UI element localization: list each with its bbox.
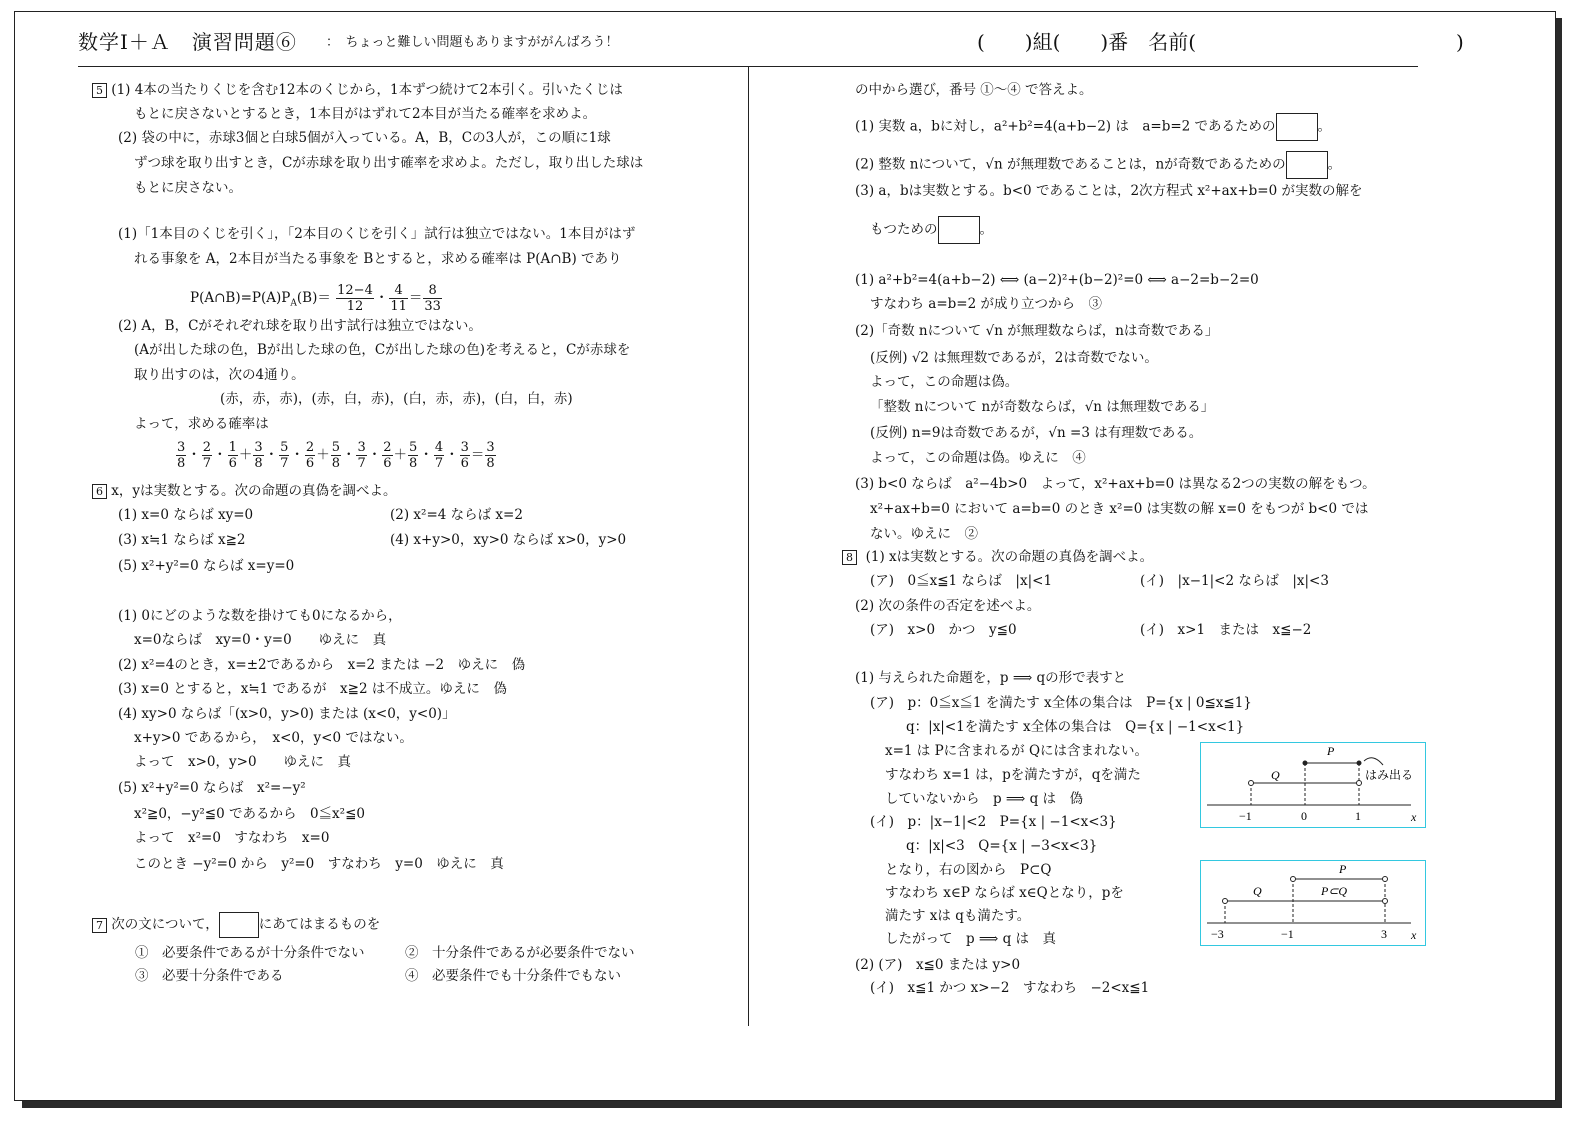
line-text: (2) (ア) x≦0 または y>0 <box>855 957 1021 973</box>
problem-number: 6 <box>92 484 107 499</box>
right-line <box>1140 622 1311 638</box>
number-line-figure-1 <box>1200 742 1426 828</box>
line-text: 満たす xは qも満たす。 <box>885 908 1031 924</box>
left-line <box>118 657 525 673</box>
answer-box[interactable] <box>1276 113 1318 141</box>
left-line <box>134 155 643 171</box>
right-line <box>870 450 1086 466</box>
line-text: (1) x=0 ならば xy=0 <box>118 507 254 523</box>
left-line <box>118 558 294 574</box>
line-text: (3) x=0 とすると，x≒1 であるが x≧2 は不成立。ゆえに 偽 <box>118 681 507 697</box>
line-text: (2) 次の条件の否定を述べよ。 <box>855 598 1041 614</box>
line-text: x²+ax+b=0 において a=b=0 のとき x²=0 は実数の解 x=0 をもつが b<0 では <box>870 501 1369 517</box>
line-text: すなわち x=1 は，pを満たすが，qを満た <box>885 767 1141 783</box>
line-text: (赤，赤，赤)，(赤，白，赤)，(白，赤，赤)，(白，白，赤) <box>220 391 573 407</box>
left-line <box>134 730 413 746</box>
line-text: よって，この命題は偽。ゆえに ④ <box>870 450 1086 466</box>
left-line <box>134 830 329 846</box>
p-right-point <box>1357 761 1362 766</box>
right-line <box>885 743 1148 759</box>
label-p: P <box>1339 862 1347 876</box>
line-text: x=1 は Pに含まれるが Qには含まれない。 <box>885 743 1149 759</box>
line-text: よって，求める確率は <box>134 416 269 432</box>
label-note: はみ出る <box>1365 768 1414 782</box>
line-text: もつための <box>870 221 938 238</box>
left-line <box>134 754 351 770</box>
right-line <box>870 622 1017 638</box>
line-text: (3) a，bは実数とする。b<0 であることは，2次方程式 x²+ax+b=0 が実数の解を <box>855 183 1363 199</box>
right-line <box>855 272 1259 288</box>
line-text: 取り出すのは，次の4通り。 <box>134 367 305 383</box>
right-line <box>855 670 1126 686</box>
q7-option-1: ① 必要条件であるが十分条件でない <box>135 945 365 961</box>
line-text: よって，この命題は偽。 <box>870 374 1019 390</box>
line-text: q：|x|<1を満たす x全体の集合は Q={x | −1<x<1} <box>906 719 1245 735</box>
line-text: x+y>0 であるから， x<0，y<0 ではない。 <box>134 730 413 746</box>
left-line <box>118 681 507 697</box>
line-text: (2) A，B，Cがそれぞれ球を取り出す試行は独立ではない。 <box>118 318 482 334</box>
left-line <box>118 507 253 523</box>
tick-label-3: 3 <box>1381 927 1387 941</box>
left-line <box>92 483 397 499</box>
line-text: 「整数 nについて nが奇数ならば，√n は無理数である」 <box>870 399 1215 415</box>
worksheet-subtitle: ： ちょっと難しい問題もありますががんばろう！ <box>326 35 619 50</box>
line-text: (5) x²+y²=0 ならば x=y=0 <box>118 558 295 574</box>
tick-label-1: −3 <box>1211 927 1224 941</box>
line-text: の中から選び，番号 ①～④ で答えよ。 <box>855 82 1093 98</box>
left-line <box>118 130 611 146</box>
right-line <box>870 573 1052 589</box>
right-line <box>870 526 978 542</box>
right-line <box>870 374 1018 390</box>
right-line: もつための 。 <box>870 216 993 244</box>
line-text: (イ) |x−1|<2 ならば |x|<3 <box>1140 573 1329 589</box>
line-text: (3) b<0 ならば a²−4b>0 よって，x²+ax+b=0 は異なる2つの実数の解をもつ。 <box>855 476 1376 492</box>
left-line <box>118 532 246 548</box>
axis-label-x: x <box>1411 928 1417 942</box>
line-text: (1) 実数 a，bに対し，a²+b²=4(a+b−2) は a=b=2 であるための <box>855 118 1276 135</box>
line-text: (ア) p：0≦x≦1 を満たす x全体の集合は P={x | 0≦x≦1} <box>870 695 1252 711</box>
tick-label-2: −1 <box>1281 927 1294 941</box>
q7-option-4: ④ 必要条件でも十分条件でもない <box>405 968 621 984</box>
problem-number: 5 <box>92 83 107 98</box>
line-text: となり，右の図から P⊂Q <box>885 862 1052 878</box>
arrow-curve <box>1364 758 1383 765</box>
line-text: x²≧0，−y²≦0 であるから 0≦x²≦0 <box>134 806 365 822</box>
line-text: していないから p ⟹ q は 偽 <box>885 791 1084 807</box>
line-text: もとに戻さないとするとき，1本目がはずれて2本目が当たる確率を求めよ。 <box>134 106 597 122</box>
right-line <box>870 296 1102 312</box>
right-line <box>842 549 1153 565</box>
p-left-point <box>1303 761 1308 766</box>
line-text: (2) 袋の中に，赤球3個と白球5個が入っている。A，B，Cの3人が，この順に1球 <box>118 130 611 146</box>
name-field: ( )組( )番 名前( ) <box>977 30 1464 54</box>
right-line <box>855 183 1362 199</box>
left-line <box>134 106 596 122</box>
line-text: (反例) √2 は無理数であるが，2は奇数でない。 <box>870 350 1158 366</box>
left-line <box>220 391 573 407</box>
right-line <box>855 82 1093 98</box>
right-line <box>906 719 1244 735</box>
line-text: このとき −y²=0 から y²=0 すなわち y=0 ゆえに 真 <box>134 856 504 872</box>
line-text: (4) xy>0 ならば「(x>0，y>0) または (x<0，y<0)」 <box>118 706 456 722</box>
answer-box[interactable] <box>938 216 980 244</box>
formula-2: $\frac{3}{8}$ ・ $\frac{2}{7}$ ・ $\frac{1}{6}$ ＋ $\frac{3}{8}$ ・ $\frac{5}{7}$ ・ $\frac{2}{6}$ ＋ $\frac{5}{8}$ ・ $\frac{3}{7}$ ・ $\frac{2}{6}$ ＋ $\frac{5}{8}$ ・ $\frac{4}{7}$ ・ $\frac{3}{6}$ ＝ $\frac{3}{8}$ <box>177 440 495 471</box>
q7-option-3: ③ 必要十分条件である <box>135 968 284 984</box>
line-text: (イ) p：|x−1|<2 P={x | −1<x<3} <box>870 814 1117 830</box>
line-text: (1)「1本目のくじを引く」，「2本目のくじを引く」試行は独立ではない。1本目がはず <box>118 226 636 242</box>
left-line <box>118 608 402 624</box>
left-line <box>134 416 269 432</box>
line-text: (ア) x>0 かつ y≦0 <box>870 622 1017 638</box>
right-line <box>870 399 1214 415</box>
line-text: すなわち x∈P ならば x∈Qとなり，pを <box>885 885 1124 901</box>
left-line <box>118 318 482 334</box>
left-line <box>134 632 386 648</box>
right-line <box>855 957 1020 973</box>
right-line <box>855 476 1376 492</box>
line-text: x，yは実数とする。次の命題の真偽を調べよ。 <box>111 483 397 499</box>
answer-box[interactable] <box>1286 151 1328 179</box>
formula-1: $P(A\cap B)=P(A)P_A(B)=$ $\frac{12-4}{12}$ ・ $\frac{4}{11}$ ＝ $\frac{8}{33}$ <box>190 283 441 314</box>
right-line <box>870 350 1158 366</box>
q7-option-2: ② 十分条件であるが必要条件でない <box>405 945 635 961</box>
right-line <box>870 425 1202 441</box>
line-text: (1) 0にどのような数を掛けても0になるから， <box>118 608 402 624</box>
q-left-point <box>1249 781 1254 786</box>
line-text: よって x²=0 すなわち x=0 <box>134 830 330 846</box>
line-text: (イ) x>1 または x≦−2 <box>1140 622 1312 638</box>
right-line <box>885 791 1083 807</box>
tick-label-2: 0 <box>1301 809 1307 823</box>
q6-item-2: (2) x²=4 ならば x=2 <box>390 507 523 523</box>
q-left-point <box>1223 899 1228 904</box>
right-line <box>855 598 1040 614</box>
line-text: (1) 4本の当たりくじを含む12本のくじから，1本ずつ続けて2本引く。引いたくじは <box>111 82 623 98</box>
line-text: (イ) x≦1 かつ x>−2 すなわち −2<x≦1 <box>870 980 1150 996</box>
problem-number: 8 <box>842 550 857 565</box>
line-text: れる事象を A，2本目が当たる事象を Bとすると，求める確率は P(A∩B) であり <box>134 251 622 267</box>
q7-stem: 7 次の文について， にあてはまるものを <box>92 912 380 938</box>
tick-label-1: −1 <box>1239 809 1252 823</box>
line-text: (反例) n=9は奇数であるが，√n =3 は有理数である。 <box>870 425 1203 441</box>
line-text: (1) 与えられた命題を，p ⟹ qの形で表すと <box>855 670 1127 686</box>
tick-label-3: 1 <box>1355 809 1361 823</box>
line-text: したがって p ⟹ q は 真 <box>885 931 1057 947</box>
right-line <box>1140 573 1329 589</box>
right-line <box>885 931 1056 947</box>
right-line: (2) 整数 nについて，√n が無理数であることは，nが奇数であるための 。 <box>855 151 1341 179</box>
line-text: x=0ならば xy=0・y=0 ゆえに 真 <box>134 632 387 648</box>
q-right-point <box>1383 899 1388 904</box>
right-line <box>870 980 1149 996</box>
left-line <box>118 780 306 796</box>
left-line <box>134 180 242 196</box>
line-text: (2) x²=4のとき，x=±2であるから x=2 または −2 ゆえに 偽 <box>118 657 526 673</box>
line-text: (1) a²+b²=4(a+b−2) ⟺ (a−2)²+(b−2)²=0 ⟺ a−2=b−2=0 <box>855 272 1259 288</box>
p-left-point <box>1291 877 1296 882</box>
right-line <box>855 323 1218 339</box>
right-line <box>870 695 1252 711</box>
q-right-point <box>1357 781 1362 786</box>
left-line <box>134 367 305 383</box>
line-text: もとに戻さない。 <box>134 180 242 196</box>
p-right-point <box>1383 877 1388 882</box>
column-divider <box>748 66 749 1026</box>
line-text: (3) x≒1 ならば x≧2 <box>118 532 246 548</box>
line-text: ずつ球を取り出すとき，Cが赤球を取り出す確率を求めよ。ただし，取り出した球は <box>134 155 644 171</box>
right-line <box>885 767 1141 783</box>
line-text: q：|x|<3 Q={x | −3<x<3} <box>906 838 1098 854</box>
right-line <box>885 862 1051 878</box>
left-line <box>92 82 623 98</box>
line-text: すなわち a=b=2 が成り立つから ③ <box>870 296 1102 312</box>
label-q: Q <box>1271 768 1280 782</box>
right-line <box>906 838 1097 854</box>
line-text: (5) x²+y²=0 ならば x²=−y² <box>118 780 306 796</box>
left-line <box>134 856 504 872</box>
line-text: (Aが出した球の色，Bが出した球の色，Cが出した球の色)を考えると，Cが赤球を <box>134 342 631 358</box>
left-line <box>134 806 365 822</box>
label-p-subset-q: P⊂Q <box>1321 884 1348 898</box>
right-line <box>870 814 1117 830</box>
right-line: (1) 実数 a，bに対し，a²+b²=4(a+b−2) は a=b=2 であるための 。 <box>855 113 1331 141</box>
line-text: (2) 整数 nについて，√n が無理数であることは，nが奇数であるための <box>855 156 1286 173</box>
line-text: (1) xは実数とする。次の命題の真偽を調べよ。 <box>865 549 1154 565</box>
line-text: (2)「奇数 nについて √n が無理数ならば，nは奇数である」 <box>855 323 1219 339</box>
left-line <box>134 342 630 358</box>
left-line <box>118 226 635 242</box>
worksheet-title: 数学Ⅰ＋Ａ 演習問題⑥ <box>78 30 297 54</box>
right-line <box>870 501 1368 517</box>
left-line <box>134 251 622 267</box>
right-line <box>885 908 1030 924</box>
line-text: ない。ゆえに ② <box>870 526 978 542</box>
right-line <box>885 885 1124 901</box>
number-line-figure-2 <box>1200 860 1426 946</box>
label-p: P <box>1327 744 1335 758</box>
axis-label-x: x <box>1411 810 1417 824</box>
line-text: よって x>0，y>0 ゆえに 真 <box>134 754 352 770</box>
left-line <box>118 706 456 722</box>
q6-item-4: (4) x+y>0，xy>0 ならば x>0，y>0 <box>390 532 627 548</box>
label-q: Q <box>1253 884 1262 898</box>
line-text: (ア) 0≦x≦1 ならば |x|<1 <box>870 573 1053 589</box>
